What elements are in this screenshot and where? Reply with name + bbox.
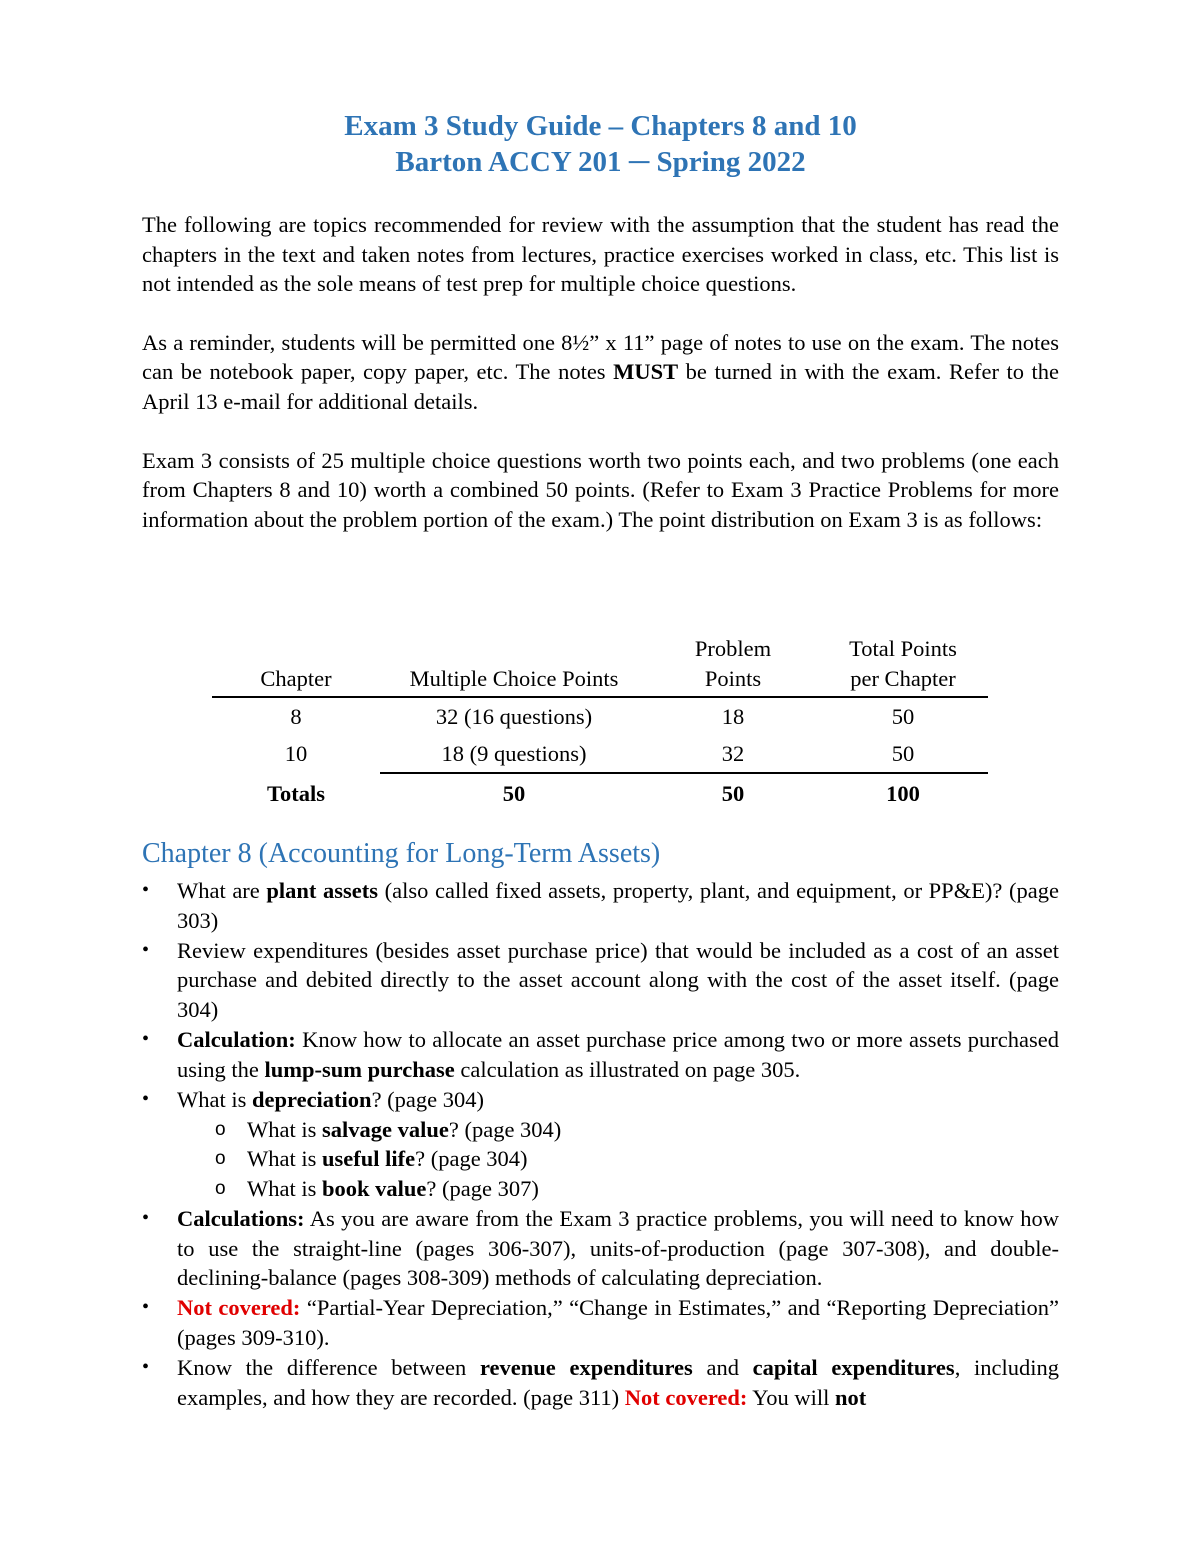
- sub-list-item: [177, 1115, 1059, 1145]
- table-row: [212, 697, 988, 735]
- depreciation-subtopics: [177, 1115, 1059, 1204]
- cell-chapter: 8: [290, 703, 302, 729]
- totals-problem: 50: [721, 781, 745, 806]
- text: What is: [247, 1146, 322, 1172]
- totals-label: Totals: [267, 780, 325, 806]
- totals-total: 100: [886, 781, 920, 806]
- totals-mc: 50: [502, 781, 526, 806]
- text: Know the difference between: [177, 1355, 480, 1381]
- notes-paragraph: [142, 328, 1059, 417]
- cell-mc: 32 (16 questions): [435, 703, 593, 729]
- list-item: [142, 1204, 1059, 1293]
- bold-term: useful life: [321, 1146, 416, 1172]
- text: ? (page 304): [415, 1146, 528, 1172]
- not-covered-label: Not covered:: [624, 1384, 748, 1410]
- notes-text-c: be turned in with the exam. Refer to the April 13 e-mail for additional details.: [142, 359, 1060, 414]
- text: You will: [747, 1384, 835, 1410]
- not-covered-label: Not covered:: [177, 1295, 301, 1321]
- text: (also called fixed assets, property, plant, and equipment, or PP&E)? (page 303): [177, 878, 1059, 933]
- header-total-points: [818, 634, 988, 697]
- notes-text-a: As a reminder, students will be permitted one 8½” x 11” page of notes to use on the exam. The notes can be notebook paper, copy paper, etc. The notes: [142, 329, 1059, 385]
- bold-term: not: [834, 1384, 867, 1410]
- bold-term: plant assets: [266, 878, 379, 903]
- bold-term: revenue expenditures: [479, 1355, 693, 1381]
- document-page: [142, 108, 1060, 1410]
- cell-mc: 18 (9 questions): [380, 735, 648, 773]
- text: ? (page 304): [448, 1116, 562, 1142]
- cell-problem: 18: [721, 703, 745, 729]
- cell-total: 50: [891, 703, 915, 729]
- cell-total: 50: [818, 735, 988, 773]
- sub-list-item: [177, 1144, 1059, 1174]
- chapter8-topic-list: [142, 876, 1059, 1413]
- title-line-1: Exam 3 Study Guide – Chapters 8 and 10: [344, 110, 857, 142]
- header-mc-points: Multiple Choice Points: [380, 634, 648, 697]
- text: ? (page 304): [371, 1086, 485, 1112]
- text: As you are aware from the Exam 3 practice problems, you will need to know how to use the straight-line (pages 306-307), units-of-production (page 307-308), and double-declining-balance (pages 308-309) methods of calculating depreciation.: [177, 1205, 1059, 1291]
- list-item: [142, 876, 1059, 935]
- sub-list-item: [177, 1174, 1059, 1204]
- page-title: [142, 108, 1059, 180]
- table-row: [212, 735, 988, 773]
- cell-problem: 32: [648, 735, 818, 773]
- bold-term: capital expenditures: [752, 1355, 955, 1381]
- title-line-2: Barton ACCY 201 ─ Spring 2022: [395, 146, 806, 178]
- text: , including examples, and how they are recorded. (page 311): [177, 1355, 1059, 1410]
- intro-paragraph: The following are topics recommended for review with the assumption that the student has read the chapters in the text and taken notes from lectures, practice exercises worked in class, etc. This list is not intended as the sole means of test prep for multiple choice questions.: [142, 212, 1059, 297]
- header-total-text: Total Points per Chapter: [849, 636, 957, 691]
- bold-term: book value: [321, 1175, 427, 1201]
- text: ? (page 307): [426, 1175, 539, 1201]
- bold-term: depreciation: [251, 1086, 372, 1112]
- list-item: [142, 1353, 1059, 1412]
- list-item: [142, 1025, 1059, 1084]
- text: What is: [247, 1116, 322, 1142]
- header-problem-text: Problem Points: [694, 636, 772, 691]
- text: calculation as illustrated on page 305.: [454, 1056, 801, 1082]
- header-problem-points: [648, 634, 818, 697]
- text: Know how to allocate an asset purchase price among two or more assets purchased using the: [177, 1027, 1059, 1082]
- bold-term: Calculations:: [177, 1205, 305, 1231]
- chapter8-heading: Chapter 8 (Accounting for Long-Term Assets): [142, 838, 661, 869]
- list-item: [142, 1293, 1059, 1352]
- bold-term: lump-sum purchase: [264, 1056, 455, 1082]
- text: “Partial-Year Depreciation,” “Change in Estimates,” and “Reporting Depreciation” (pages 309-310).: [177, 1295, 1059, 1350]
- list-item: [142, 1085, 1059, 1203]
- table-totals-row: [212, 773, 988, 814]
- notes-text-must: MUST: [613, 359, 679, 385]
- text: What is: [177, 1086, 252, 1112]
- text: What is: [247, 1175, 322, 1201]
- bold-term: salvage value: [321, 1116, 449, 1142]
- header-chapter: Chapter: [212, 634, 380, 697]
- exam-paragraph: Exam 3 consists of 25 multiple choice questions worth two points each, and two problems (one each from Chapters 8 and 10) worth a combined 50 points. (Refer to Exam 3 Practice Problems for more information about the problem portion of the exam.) The point distribution on Exam 3 is as follows:: [142, 447, 1059, 532]
- text: What are: [177, 878, 267, 903]
- cell-chapter: 10: [284, 741, 308, 766]
- bold-term: Calculation:: [177, 1027, 296, 1053]
- table-header-row: [212, 634, 988, 697]
- points-table: [212, 634, 988, 814]
- text: and: [692, 1355, 753, 1381]
- list-item: • Review expenditures (besides asset purchase price) that would be included as a cost of an asset purchase and debited directly to the asset account along with the cost of the asset itself. (page 304): [142, 936, 1059, 1025]
